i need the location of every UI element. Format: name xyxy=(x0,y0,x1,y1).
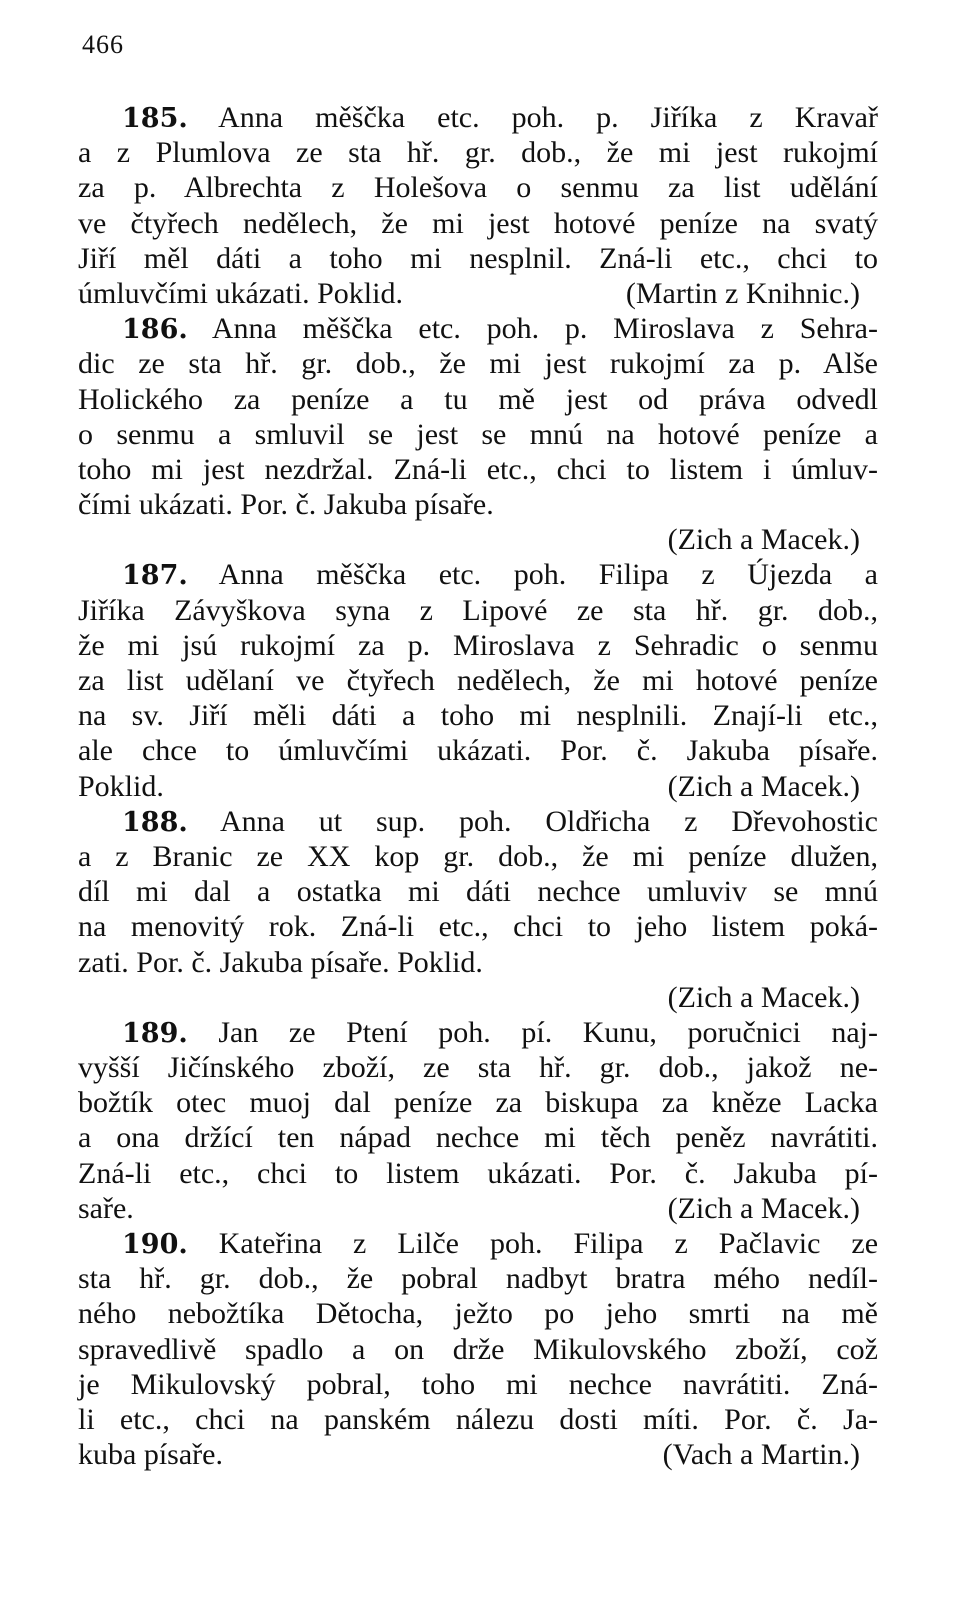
entry-line: božtík otec muoj dal peníze za biskupa za kněze Lacka xyxy=(78,1086,878,1120)
entry-line xyxy=(78,1437,878,1472)
entry-signature: (Martin z Knihnic.) xyxy=(625,276,860,310)
entry-line: Zná-li etc., chci to listem ukázati. Por. č. Jakuba pí- xyxy=(78,1156,878,1190)
entry-text: úmluvčími ukázati. Poklid. xyxy=(78,276,403,310)
entry-number: 190. xyxy=(122,1229,188,1260)
entry-line: za list udělaní ve čtyřech nedělech, že mi hotové peníze xyxy=(78,664,878,697)
entry-line xyxy=(78,276,878,311)
entry-line: čími ukázati. Por. č. Jakuba písaře. xyxy=(78,488,494,522)
entry-line xyxy=(78,1191,878,1226)
entry-line: Holického za peníze a tu mě jest od práva odvedl xyxy=(78,382,878,416)
entry-signature: (Zich a Macek.) xyxy=(667,1191,860,1225)
entry-text: Anna měščka etc. poh. p. Miroslava z Sehra- xyxy=(211,312,878,346)
entry-line: ve čtyřech nedělech, že mi jest hotové peníze na svatý xyxy=(78,206,878,240)
entry-line: Jiříka Závyškova syna z Lipové ze sta hř. gr. dob., xyxy=(78,593,878,627)
entry-line xyxy=(78,311,878,346)
entry-line xyxy=(78,1015,878,1050)
entry-text: Jan ze Ptení poh. pí. Kunu, poručnici naj- xyxy=(218,1015,878,1049)
entry-number: 189. xyxy=(122,1017,188,1049)
entry-190 xyxy=(78,1226,878,1472)
entry-line: na sv. Jiří měli dáti a toho mi nesplnili. Znají-li etc., xyxy=(78,699,878,733)
entry-line: že mi jsú rukojmí za p. Miroslava z Sehradic o senmu xyxy=(78,628,878,662)
entry-line: vyšší Jičínského zboží, ze sta hř. gr. dob., jakož ne- xyxy=(78,1051,878,1085)
entry-187 xyxy=(78,557,878,803)
entry-186 xyxy=(78,311,878,557)
entries-container xyxy=(78,100,878,1472)
entry-line: ného nebožtíka Dětocha, ježto po jeho smrti na mě xyxy=(78,1297,878,1331)
entry-line: dic ze sta hř. gr. dob., že mi jest rukojmí za p. Alše xyxy=(78,347,878,381)
entry-line: a ona držící ten nápad nechce mi těch peněz navrátiti. xyxy=(78,1121,878,1155)
entry-line: li etc., chci na panském nálezu dosti míti. Por. č. Ja- xyxy=(78,1402,878,1436)
entry-line: za p. Albrechta z Holešova o senmu za list udělání xyxy=(78,171,878,205)
entry-line xyxy=(78,557,878,592)
entry-signature: (Zich a Macek.) xyxy=(667,980,860,1014)
page-number: 466 xyxy=(82,30,124,59)
entry-185 xyxy=(78,100,878,311)
entry-line: díl mi dal a ostatka mi dáti nechce umluviv se mnú xyxy=(78,875,878,909)
entry-line: ale chce to úmluvčími ukázati. Por. č. Jakuba písaře. xyxy=(78,734,878,768)
entry-line xyxy=(78,1226,878,1261)
entry-line: spravedlivě spadlo a on drže Mikulovského zboží, což xyxy=(78,1332,878,1366)
entry-text: saře. xyxy=(78,1191,134,1225)
entry-text: Anna měščka etc. poh. Filipa z Újezda a xyxy=(218,558,878,592)
entry-text: Anna ut sup. poh. Oldřicha z Dřevohostic xyxy=(219,804,878,838)
entry-line xyxy=(78,769,878,804)
entry-line: a z Branic ze XX kop gr. dob., že mi peníze dlužen, xyxy=(78,839,878,873)
entry-line: o senmu a smluvil se jest se mnú na hotové peníze a xyxy=(78,417,878,451)
entry-line: sta hř. gr. dob., že pobral nadbyt bratra mého nedíl- xyxy=(78,1262,878,1296)
entry-line xyxy=(78,804,878,839)
entry-line: zati. Por. č. Jakuba písaře. Poklid. xyxy=(78,945,483,979)
entry-signature: (Zich a Macek.) xyxy=(667,523,860,557)
entry-number: 187. xyxy=(122,560,188,592)
entry-text: Poklid. xyxy=(78,769,164,803)
entry-line: je Mikulovský pobral, toho mi nechce navrátiti. Zná- xyxy=(78,1367,878,1401)
entry-text: kuba písaře. xyxy=(78,1438,223,1472)
entry-189 xyxy=(78,1015,878,1226)
entry-188 xyxy=(78,804,878,1015)
entry-text: Anna měščka etc. poh. p. Jiříka z Kravař xyxy=(218,101,878,134)
entry-line: na menovitý rok. Zná-li etc., chci to jeho listem poká- xyxy=(78,910,878,944)
entry-number: 186. xyxy=(122,314,188,346)
entry-text: Kateřina z Lilče poh. Filipa z Pačlavic ze xyxy=(218,1227,879,1260)
entry-number: 185. xyxy=(122,103,188,134)
entry-number: 188. xyxy=(122,806,188,838)
entry-line: a z Plumlova ze sta hř. gr. dob., že mi jest rukojmí xyxy=(78,136,878,170)
entry-line xyxy=(78,100,878,135)
entry-signature: (Zich a Macek.) xyxy=(667,769,860,803)
entry-line: toho mi jest nezdržal. Zná-li etc., chci to listem i úmluv- xyxy=(78,452,878,486)
entry-signature: (Vach a Martin.) xyxy=(662,1438,860,1472)
entry-line: Jiří měl dáti a toho mi nesplnil. Zná-li etc., chci to xyxy=(78,241,878,275)
